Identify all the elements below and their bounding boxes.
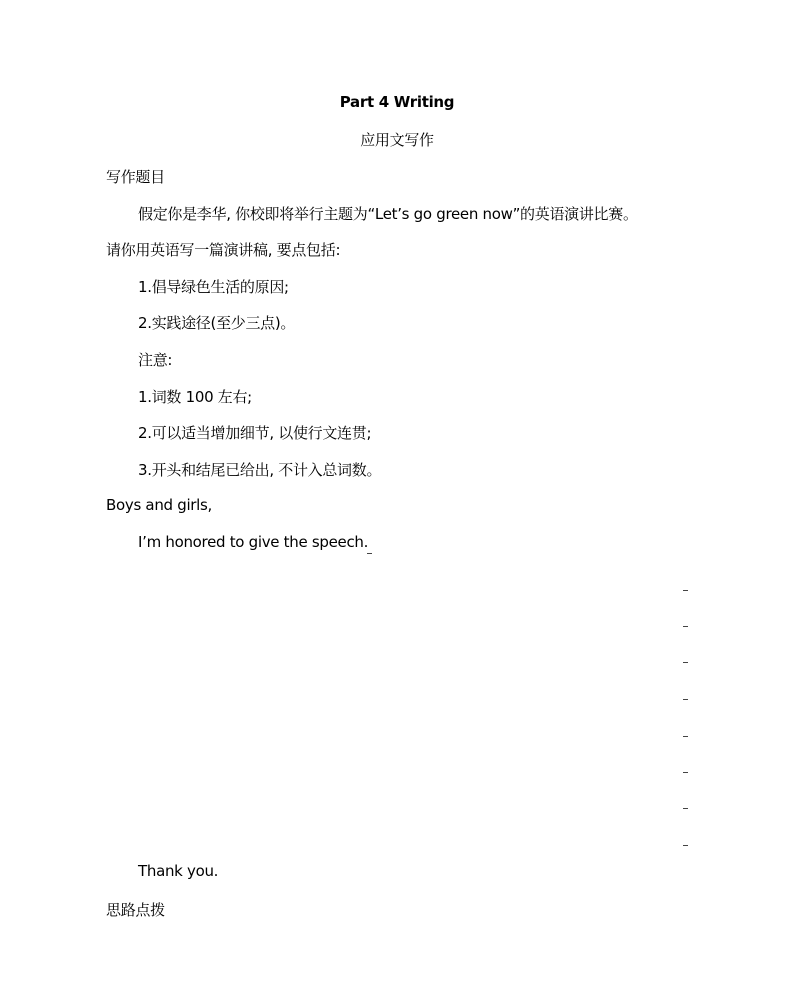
letter-closing: Thank you. <box>138 862 219 880</box>
page-subtitle: 应用文写作 <box>360 131 434 149</box>
writing-line-mark <box>683 626 688 627</box>
writing-line-mark <box>683 736 688 737</box>
note-item: 1.词数 100 左右; <box>138 388 252 406</box>
point-item: 2.实践途径(至少三点)。 <box>138 314 296 332</box>
page-title: Part 4 Writing <box>339 93 455 111</box>
writing-line-mark <box>683 845 688 846</box>
writing-line-mark <box>683 772 688 773</box>
letter-opening: I’m honored to give the speech. <box>138 533 369 551</box>
point-item: 1.倡导绿色生活的原因; <box>138 278 289 296</box>
prompt-line-1: 假定你是李华, 你校即将举行主题为“Let’s go green now”的英语演讲比赛。 <box>138 205 638 223</box>
note-item: 3.开头和结尾已给出, 不计入总词数。 <box>138 461 382 479</box>
section-task-heading: 写作题目 <box>106 168 165 186</box>
writing-line-mark <box>683 808 688 809</box>
writing-line-mark <box>683 662 688 663</box>
writing-line-mark <box>367 553 372 554</box>
letter-greeting: Boys and girls, <box>106 496 213 514</box>
section-hint-heading: 思路点拨 <box>106 901 165 919</box>
note-item: 2.可以适当增加细节, 以使行文连贯; <box>138 424 372 442</box>
prompt-line-2: 请你用英语写一篇演讲稿, 要点包括: <box>106 241 341 259</box>
notes-label: 注意: <box>138 351 173 369</box>
writing-line-mark <box>683 590 688 591</box>
writing-line-mark <box>683 699 688 700</box>
